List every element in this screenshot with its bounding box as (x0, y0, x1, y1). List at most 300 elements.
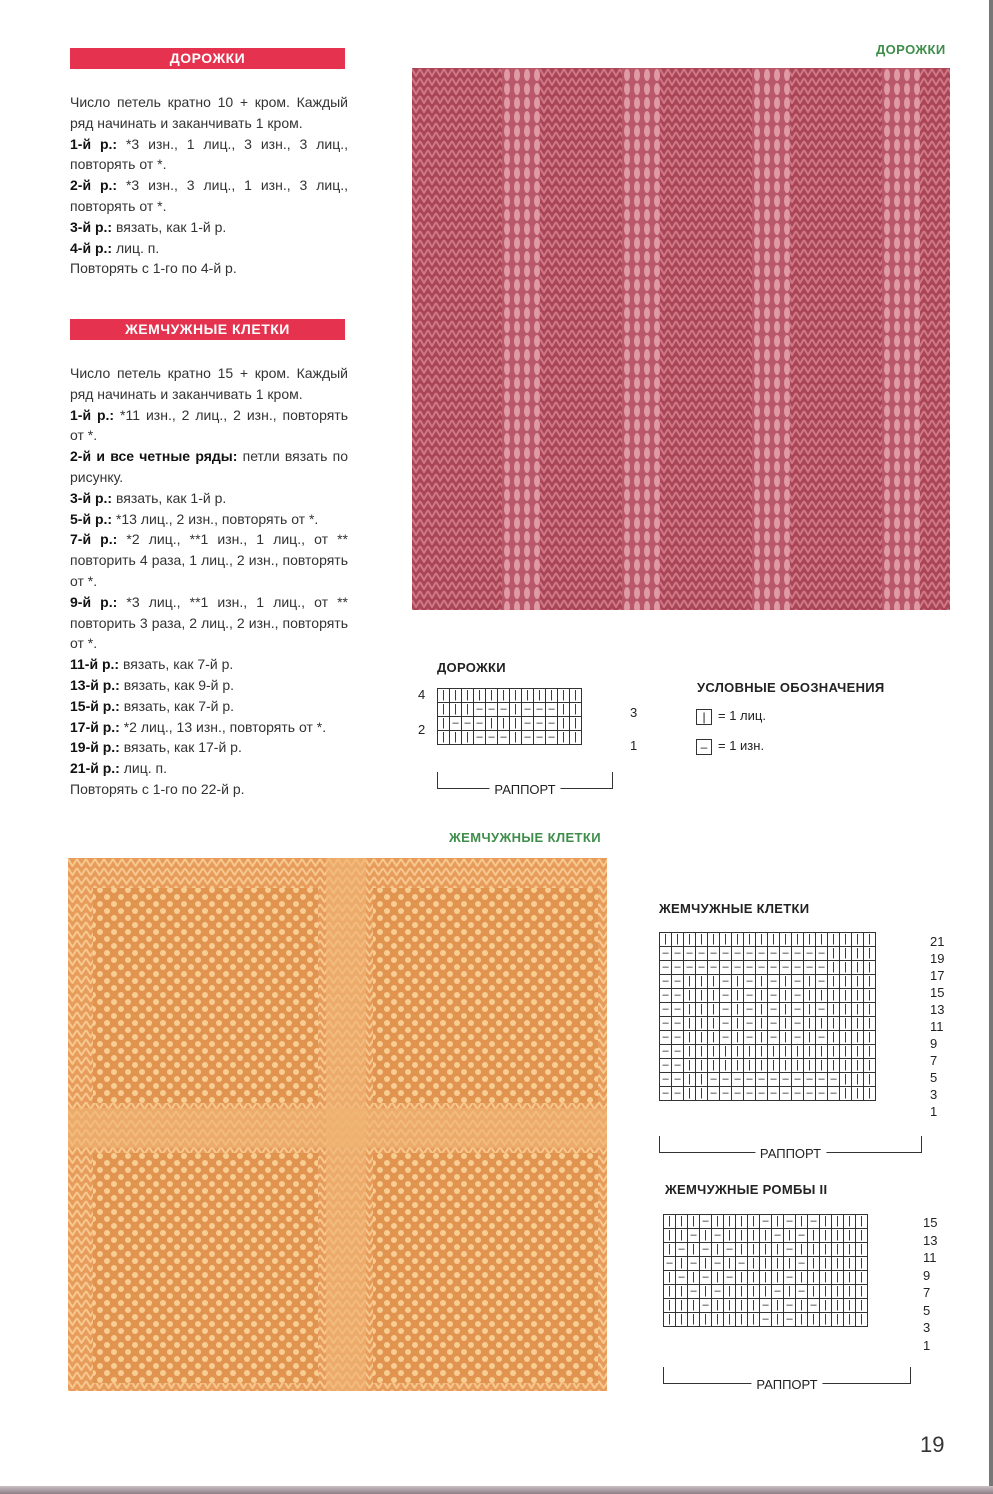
purl-cell: – (672, 989, 684, 1003)
purl-cell: – (522, 703, 534, 717)
purl-cell: – (768, 1087, 780, 1101)
knit-cell: | (736, 1271, 748, 1285)
knit-cell: | (804, 1003, 816, 1017)
knit-cell: | (700, 1229, 712, 1243)
instruction-line (70, 134, 348, 176)
knit-cell: | (450, 731, 462, 745)
purl-cell: – (756, 1087, 768, 1101)
chart-row (660, 1017, 876, 1031)
instruction-line (70, 238, 348, 259)
purl-cell: – (796, 1257, 808, 1271)
knit-cell: | (510, 689, 522, 703)
chart-row (438, 731, 582, 745)
chart-title-dorozhki: ДОРОЖКИ (437, 660, 506, 675)
purl-cell: – (756, 947, 768, 961)
purl-cell: – (708, 1087, 720, 1101)
instruction-line (70, 488, 348, 509)
purl-cell: – (792, 975, 804, 989)
knit-cell: | (736, 1299, 748, 1313)
knit-cell: | (864, 1017, 876, 1031)
row-label: 15-й р.: (70, 697, 120, 714)
instruction-line (70, 654, 348, 675)
knit-cell: | (696, 1073, 708, 1087)
knit-cell: | (684, 1031, 696, 1045)
row-text: вязать, как 17-й р. (119, 739, 242, 756)
row-label: 21-й р.: (70, 760, 120, 777)
chart-grid-zh-kletki (659, 932, 876, 1101)
knit-cell: | (840, 1059, 852, 1073)
purl-cell: – (672, 947, 684, 961)
knit-cell: | (856, 1243, 868, 1257)
knit-cell: | (462, 703, 474, 717)
knit-cell: | (732, 1059, 744, 1073)
knit-cell: | (756, 1045, 768, 1059)
knit-cell: | (768, 1059, 780, 1073)
knit-cell: | (856, 1257, 868, 1271)
knit-cell: | (760, 1271, 772, 1285)
instruction-line (70, 737, 348, 758)
purl-cell: – (672, 961, 684, 975)
purl-cell: – (720, 947, 732, 961)
knit-cell: | (828, 989, 840, 1003)
knit-cell: | (438, 717, 450, 731)
knit-cell: | (864, 1003, 876, 1017)
purl-cell: – (760, 1215, 772, 1229)
purl-cell: – (696, 961, 708, 975)
knit-cell: | (844, 1313, 856, 1327)
knit-cell: | (570, 689, 582, 703)
knit-cell: | (804, 1017, 816, 1031)
knit-cell: | (748, 1285, 760, 1299)
knit-cell: | (748, 1313, 760, 1327)
row-numbers-zh-romby (923, 1215, 953, 1355)
row-label: 5-й р.: (70, 510, 113, 527)
knit-cell: | (708, 1017, 720, 1031)
purl-cell: – (712, 1285, 724, 1299)
row-text: *11 изн., 2 лиц., 2 изн., повторять от *. (70, 406, 348, 444)
knit-cell: | (736, 1285, 748, 1299)
knit-cell: | (844, 1299, 856, 1313)
purl-cell: – (450, 717, 462, 731)
purl-cell: – (780, 1073, 792, 1087)
purl-cell: – (744, 1073, 756, 1087)
knit-cell: | (796, 1313, 808, 1327)
knit-cell: | (744, 933, 756, 947)
knit-cell: | (700, 1285, 712, 1299)
purl-cell: – (760, 1313, 772, 1327)
purl-cell: – (796, 1229, 808, 1243)
row-text: *3 лиц., **1 изн., 1 лиц., от ** повторить 3 раза, 2 лиц., 2 изн., повторять от *. (70, 593, 348, 652)
purl-cell: – (772, 1285, 784, 1299)
purl-cell: – (792, 1003, 804, 1017)
instruction-line (70, 779, 348, 800)
purl-cell: – (816, 1031, 828, 1045)
knit-cell: | (808, 1257, 820, 1271)
knit-cell: | (760, 1285, 772, 1299)
row-label: 7-й р.: (70, 531, 118, 548)
purl-cell: – (804, 1073, 816, 1087)
knit-cell: | (816, 1059, 828, 1073)
knit-cell: | (780, 1045, 792, 1059)
knit-cell: | (708, 1045, 720, 1059)
knit-cell: | (832, 1299, 844, 1313)
photo-dorozhki (412, 68, 950, 610)
purl-cell: – (792, 1087, 804, 1101)
knit-cell: | (852, 961, 864, 975)
purl-cell: – (744, 989, 756, 1003)
purl-cell: – (700, 1271, 712, 1285)
knit-cell: | (840, 989, 852, 1003)
knit-cell: | (498, 689, 510, 703)
knit-cell: | (712, 1271, 724, 1285)
knit-cell: | (708, 975, 720, 989)
knit-cell: | (664, 1313, 676, 1327)
knit-cell: | (748, 1229, 760, 1243)
row-label: 3-й р.: (70, 489, 113, 506)
purl-cell: – (792, 989, 804, 1003)
knit-cell: | (570, 731, 582, 745)
instruction-line (70, 592, 348, 654)
purl-cell: – (708, 961, 720, 975)
knit-cell: | (664, 1271, 676, 1285)
knit-cell: | (828, 947, 840, 961)
knit-cell: | (796, 1271, 808, 1285)
purl-cell: – (756, 1073, 768, 1087)
knit-cell: | (864, 1031, 876, 1045)
purl-cell: – (676, 1243, 688, 1257)
knit-cell: | (804, 933, 816, 947)
chart-row (660, 961, 876, 975)
rapport-zh-romby (663, 1367, 911, 1392)
chart-row (660, 1087, 876, 1101)
knit-cell: | (768, 933, 780, 947)
knit-cell: | (832, 1285, 844, 1299)
knit-cell: | (676, 1215, 688, 1229)
purl-cell: – (736, 1257, 748, 1271)
instruction-line (70, 529, 348, 591)
purl-cell: – (688, 1229, 700, 1243)
knit-cell: | (804, 1031, 816, 1045)
purl-cell: – (792, 1073, 804, 1087)
chart-row (438, 703, 582, 717)
knit-cell: | (856, 1229, 868, 1243)
knit-cell: | (780, 1003, 792, 1017)
knit-cell: | (808, 1313, 820, 1327)
purl-cell: – (720, 1003, 732, 1017)
purl-cell: – (660, 989, 672, 1003)
knit-cell: | (748, 1215, 760, 1229)
row-number: 3 (923, 1320, 931, 1335)
chart-row (664, 1229, 868, 1243)
knit-cell: | (700, 1257, 712, 1271)
knit-cell: | (772, 1215, 784, 1229)
chart-row (664, 1313, 868, 1327)
knit-cell: | (816, 1017, 828, 1031)
knit-cell: | (864, 933, 876, 947)
knit-cell: | (852, 1045, 864, 1059)
knit-cell: | (664, 1299, 676, 1313)
purl-cell: – (720, 961, 732, 975)
knit-cell: | (756, 975, 768, 989)
purl-cell: – (688, 1257, 700, 1271)
chart-title-zh-romby: ЖЕМЧУЖНЫЕ РОМБЫ II (665, 1182, 828, 1197)
knit-cell: | (804, 975, 816, 989)
knit-cell: | (832, 1229, 844, 1243)
knit-cell: | (808, 1285, 820, 1299)
purl-cell: – (660, 1073, 672, 1087)
row-number: 1 (630, 738, 638, 753)
knit-cell: | (840, 1073, 852, 1087)
row-label: 2-й и все четные ряды: (70, 448, 238, 465)
purl-cell: – (784, 1243, 796, 1257)
row-text: лиц. п. (119, 760, 167, 777)
row-label: 11-й р.: (70, 656, 120, 673)
knit-cell: | (732, 975, 744, 989)
knit-cell: | (808, 1271, 820, 1285)
knit-cell: | (840, 1003, 852, 1017)
row-number: 5 (930, 1070, 938, 1085)
knit-cell: | (756, 1059, 768, 1073)
section-title-dorozhki: ДОРОЖКИ (70, 48, 345, 69)
knit-cell: | (832, 1215, 844, 1229)
knit-cell: | (832, 1271, 844, 1285)
purl-cell: – (792, 961, 804, 975)
knit-cell: | (450, 703, 462, 717)
knit-cell: | (820, 1215, 832, 1229)
rapport-dorozhki (437, 772, 613, 797)
purl-cell: – (474, 703, 486, 717)
purl-cell: – (720, 989, 732, 1003)
knit-cell: | (792, 1045, 804, 1059)
instruction-line (70, 175, 348, 217)
row-number: 1 (930, 1104, 938, 1119)
purl-cell: – (808, 1215, 820, 1229)
row-number: 3 (930, 1087, 938, 1102)
instruction-line (70, 758, 348, 779)
knit-cell: | (864, 975, 876, 989)
knit-cell: | (828, 1045, 840, 1059)
knit-cell: | (712, 1215, 724, 1229)
row-number: 15 (930, 985, 945, 1000)
knit-cell: | (736, 1313, 748, 1327)
purl-cell: – (732, 1087, 744, 1101)
knit-cell: | (804, 989, 816, 1003)
knit-cell: | (696, 1087, 708, 1101)
knit-cell: | (708, 1003, 720, 1017)
knit-cell: | (780, 933, 792, 947)
purl-cell: – (816, 975, 828, 989)
knit-cell: | (744, 1059, 756, 1073)
row-text: *2 лиц., **1 изн., 1 лиц., от ** повторить 4 раза, 1 лиц., 2 изн., повторять от *. (70, 531, 348, 589)
legend-item-purl (696, 738, 764, 755)
row-number: 11 (923, 1250, 937, 1265)
knit-cell: | (664, 1285, 676, 1299)
knit-cell: | (712, 1313, 724, 1327)
row-text: лиц. п. (112, 239, 160, 256)
knit-cell: | (784, 1229, 796, 1243)
knit-cell: | (828, 961, 840, 975)
knit-cell: | (780, 1017, 792, 1031)
purl-cell: – (700, 1299, 712, 1313)
knit-cell: | (760, 1257, 772, 1271)
knit-cell: | (840, 961, 852, 975)
purl-cell: – (498, 703, 510, 717)
knit-cell: | (828, 1059, 840, 1073)
purl-cell: – (486, 731, 498, 745)
knit-cell: | (784, 1257, 796, 1271)
row-text: вязать, как 7-й р. (119, 697, 235, 714)
knit-cell: | (804, 1045, 816, 1059)
instruction-line (70, 217, 348, 238)
knit-cell: | (780, 1031, 792, 1045)
purl-cell: – (792, 947, 804, 961)
chart-row (660, 1031, 876, 1045)
rapport-zh-kletki (659, 1136, 922, 1161)
purl-cell: – (672, 1045, 684, 1059)
purl-cell: – (780, 1087, 792, 1101)
knit-cell: | (840, 947, 852, 961)
knit-cell: | (780, 989, 792, 1003)
chart-grid-dorozhki (437, 688, 582, 745)
knit-cell: | (724, 1299, 736, 1313)
chart-row (660, 1003, 876, 1017)
chart-row (664, 1215, 868, 1229)
knit-cell: | (808, 1243, 820, 1257)
knit-cell: | (828, 1003, 840, 1017)
knit-cell: | (676, 1229, 688, 1243)
purl-cell: – (792, 1031, 804, 1045)
row-label: 4-й р.: (70, 239, 113, 256)
purl-cell: – (660, 1059, 672, 1073)
knit-cell: | (816, 933, 828, 947)
knit-cell: | (840, 1087, 852, 1101)
purl-cell: – (660, 1045, 672, 1059)
purl-cell: – (546, 703, 558, 717)
row-label: 2-й р.: (70, 177, 118, 194)
purl-cell: – (768, 947, 780, 961)
row-number: 3 (630, 705, 638, 720)
knit-cell: | (820, 1299, 832, 1313)
knit-cell: | (864, 947, 876, 961)
chart-row (660, 975, 876, 989)
knit-cell: | (796, 1299, 808, 1313)
row-number: 2 (418, 722, 426, 737)
knit-cell: | (828, 933, 840, 947)
knit-cell: | (570, 703, 582, 717)
knit-cell: | (732, 989, 744, 1003)
knit-cell: | (852, 947, 864, 961)
knit-cell: | (696, 1045, 708, 1059)
knit-cell: | (462, 689, 474, 703)
legend-text: = 1 лиц. (718, 708, 766, 723)
chart-row (664, 1285, 868, 1299)
knit-cell: | (684, 1059, 696, 1073)
row-text: вязать, как 1-й р. (112, 489, 227, 506)
row-label: 17-й р.: (70, 718, 120, 735)
purl-cell: – (712, 1229, 724, 1243)
knit-cell: | (756, 1031, 768, 1045)
knit-cell: | (816, 1045, 828, 1059)
purl-cell: – (784, 1313, 796, 1327)
chart-row (664, 1257, 868, 1271)
row-number: 9 (923, 1267, 931, 1283)
purl-cell: – (768, 989, 780, 1003)
knit-cell: | (820, 1285, 832, 1299)
purl-cell: – (760, 1299, 772, 1313)
knit-cell: | (756, 1003, 768, 1017)
row-text: *3 изн., 1 лиц., 3 изн., 3 лиц., повторять от *. (70, 135, 348, 173)
knit-cell: | (724, 1313, 736, 1327)
purl-cell: – (474, 717, 486, 731)
row-label: 1-й р.: (70, 406, 115, 423)
instruction-line (70, 405, 348, 447)
row-text: вязать, как 1-й р. (112, 218, 227, 235)
purl-cell: – (768, 975, 780, 989)
purl-cell: – (768, 961, 780, 975)
purl-cell: – (534, 703, 546, 717)
knit-cell: | (736, 1215, 748, 1229)
knit-cell: | (732, 1031, 744, 1045)
purl-cell: – (780, 947, 792, 961)
purl-cell: – (672, 1031, 684, 1045)
knit-cell: | (736, 1229, 748, 1243)
chart-row (664, 1243, 868, 1257)
knit-cell: | (724, 1229, 736, 1243)
knit-cell: | (864, 1059, 876, 1073)
knit-cell: | (840, 975, 852, 989)
knit-cell: | (438, 703, 450, 717)
purl-cell: – (462, 717, 474, 731)
row-number: 5 (923, 1302, 931, 1318)
purl-cell: – (780, 961, 792, 975)
chart-row (660, 1045, 876, 1059)
knit-cell: | (712, 1299, 724, 1313)
knit-cell: | (462, 731, 474, 745)
knit-cell: | (522, 689, 534, 703)
purl-cell: – (732, 947, 744, 961)
purl-cell: – (792, 1017, 804, 1031)
row-label: 13-й р.: (70, 676, 120, 693)
knit-cell: | (756, 1017, 768, 1031)
knit-symbol: | (696, 709, 712, 725)
knit-cell: | (864, 989, 876, 1003)
row-number: 17 (930, 968, 945, 983)
knit-cell: | (696, 989, 708, 1003)
knit-cell: | (844, 1257, 856, 1271)
page-number: 19 (920, 1432, 945, 1457)
knit-cell: | (696, 933, 708, 947)
knit-cell: | (856, 1215, 868, 1229)
purl-cell: – (804, 947, 816, 961)
purl-cell: – (534, 717, 546, 731)
purl-cell: – (672, 1073, 684, 1087)
purl-cell: – (546, 731, 558, 745)
purl-cell: – (474, 731, 486, 745)
instructions-zhemchuzhnye (70, 363, 348, 800)
knit-cell: | (820, 1243, 832, 1257)
photo-label-dorozhki: ДОРОЖКИ (876, 42, 946, 57)
knit-cell: | (780, 975, 792, 989)
row-text: *2 лиц., 13 изн., повторять от *. (119, 718, 327, 735)
knit-cell: | (736, 1243, 748, 1257)
knit-cell: | (864, 1073, 876, 1087)
purl-cell: – (660, 1087, 672, 1101)
purl-cell: – (724, 1271, 736, 1285)
knit-cell: | (664, 1215, 676, 1229)
rapport-label: РАППОРТ (489, 782, 560, 797)
knit-cell: | (558, 703, 570, 717)
purl-cell: – (784, 1299, 796, 1313)
